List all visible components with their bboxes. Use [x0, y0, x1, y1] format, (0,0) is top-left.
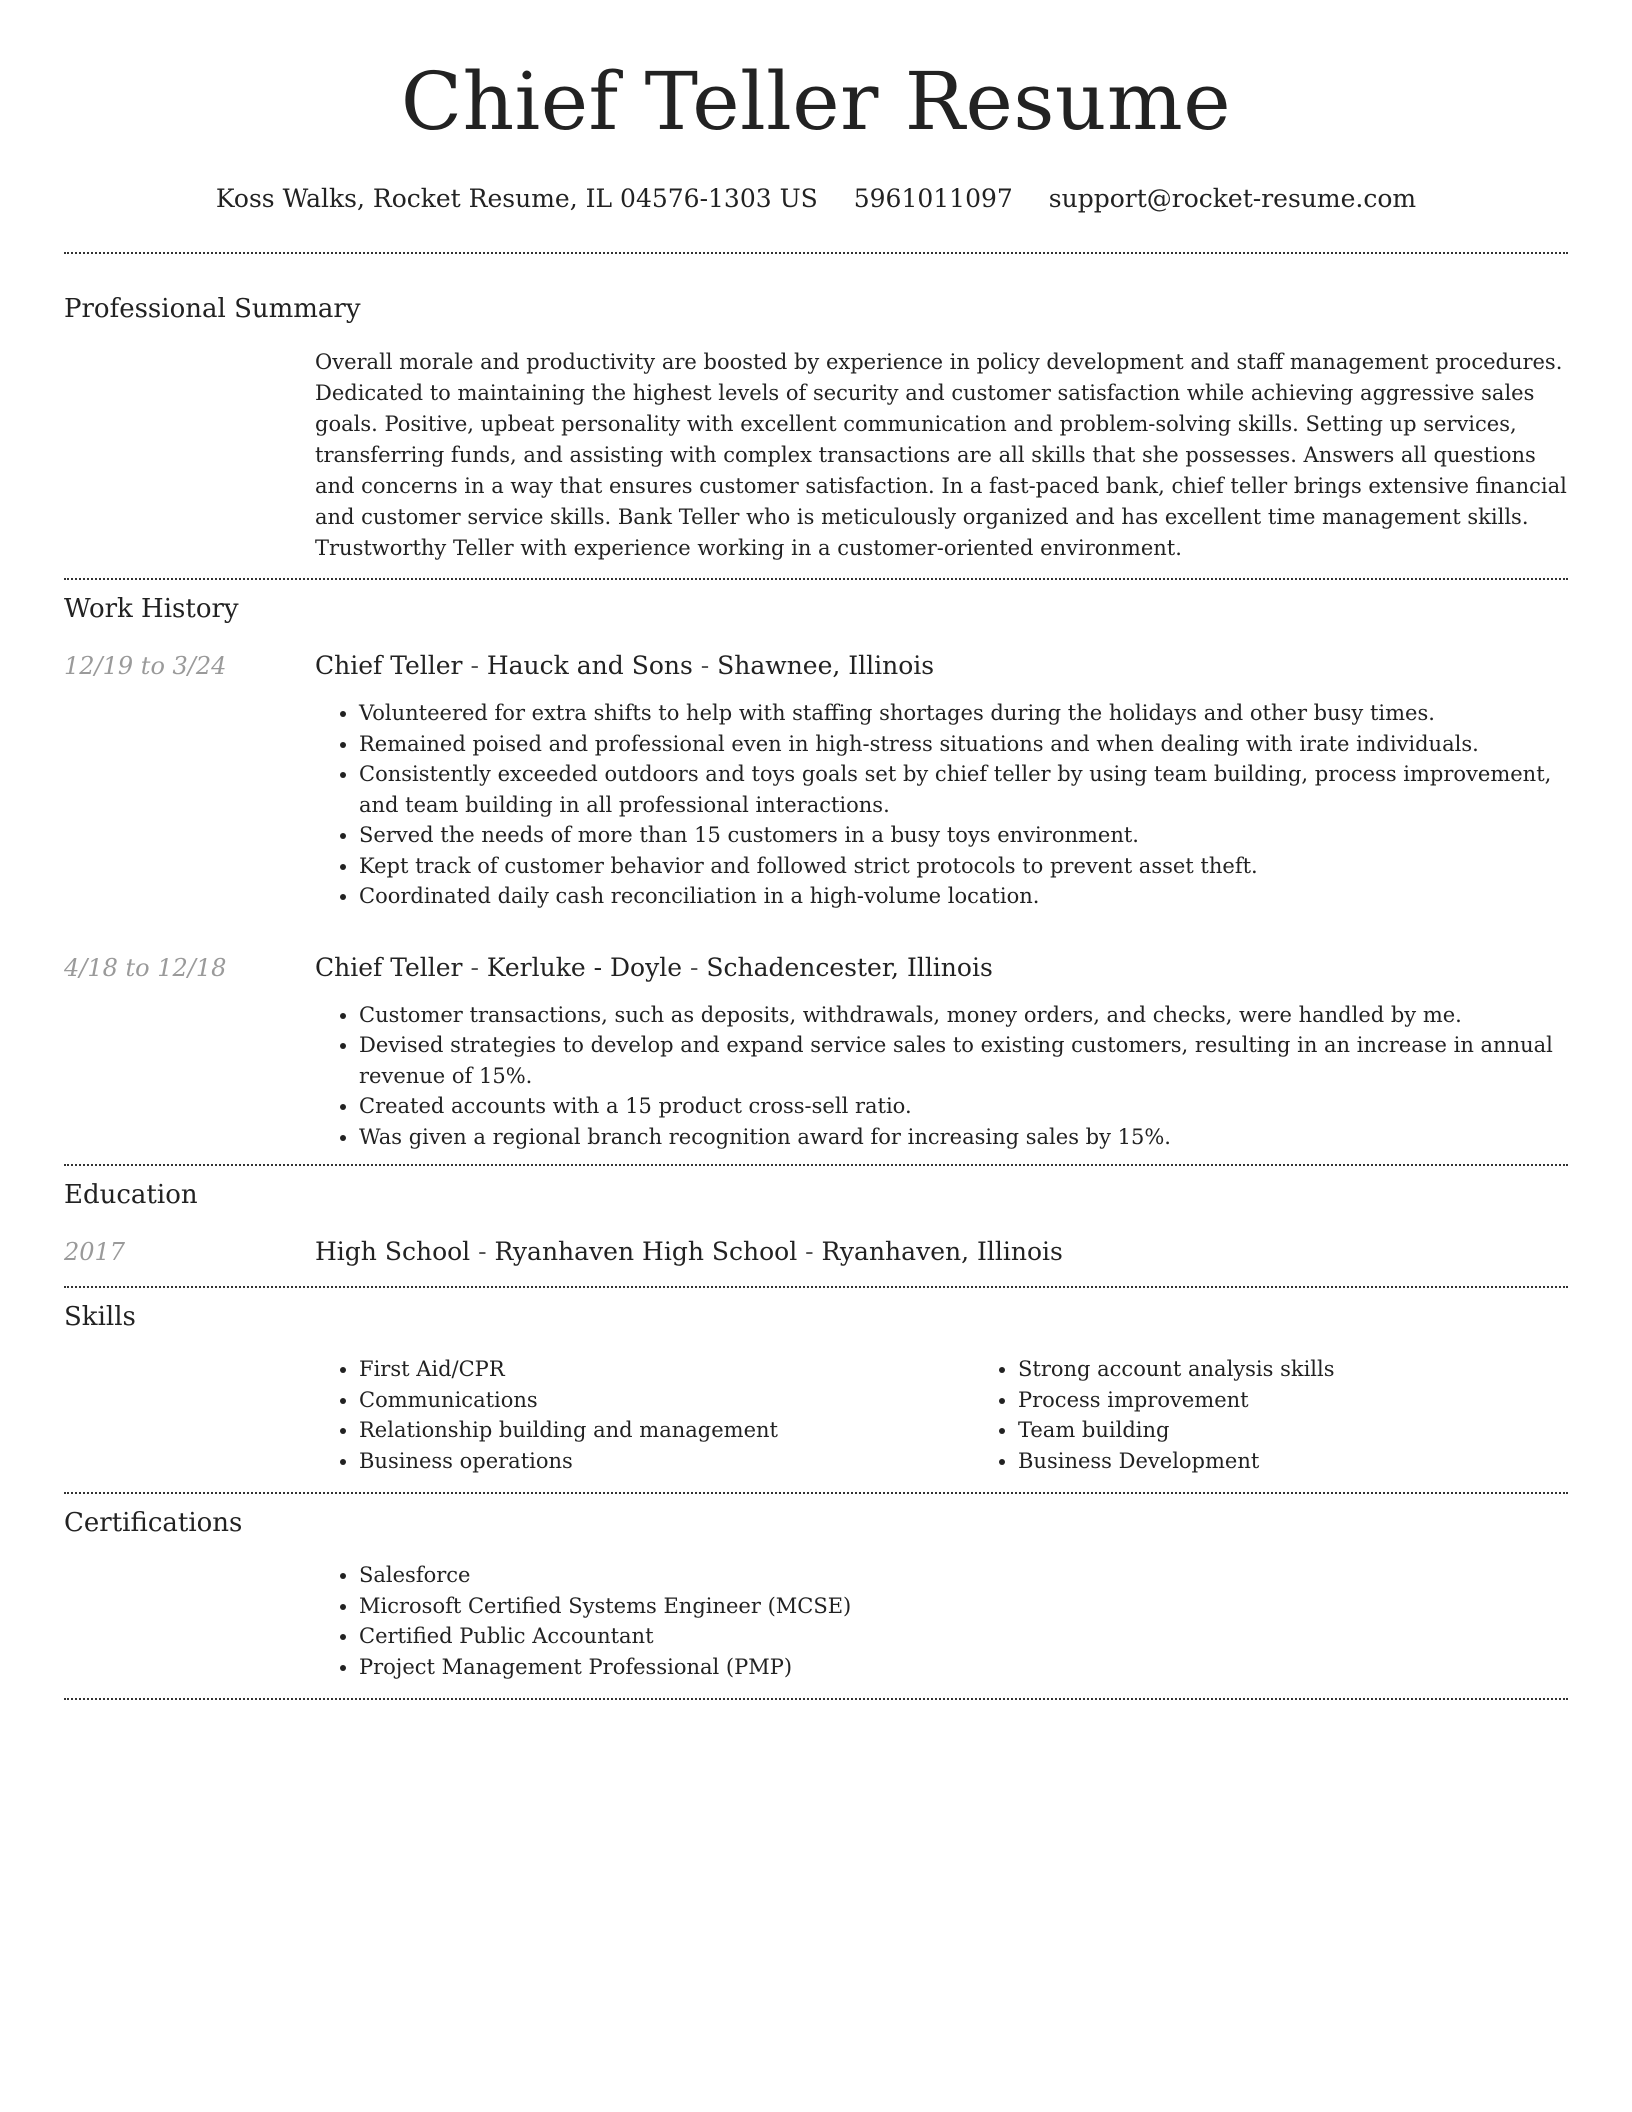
- page-title: Chief Teller Resume: [400, 55, 1232, 148]
- list-item: • Kept track of customer behavior and followed strict protocols to prevent asset theft.: [359, 851, 1568, 882]
- job-entry: [64, 952, 1568, 1165]
- list-item: • Team building: [1018, 1415, 1632, 1446]
- job-company: Kerluke - Doyle: [486, 952, 682, 982]
- education-section: [64, 1166, 1568, 1286]
- education-heading: Education: [64, 1180, 198, 1210]
- list-item: • Business operations: [359, 1446, 974, 1477]
- list-item: • Microsoft Certified Systems Engineer (MCSE): [359, 1591, 1568, 1622]
- job-title: [315, 650, 1568, 682]
- job-separator: -: [692, 651, 718, 680]
- job-entry: [64, 650, 1568, 912]
- list-item: • Project Management Professional (PMP): [359, 1652, 1568, 1683]
- list-item: • Created accounts with a 15 product cross-sell ratio.: [359, 1091, 1568, 1122]
- contact-line: [64, 182, 1568, 216]
- list-item: • Coordinated daily cash reconciliation in a high-volume location.: [359, 881, 1568, 912]
- education-degree: High School: [315, 1237, 471, 1266]
- work-history-heading: Work History: [64, 594, 239, 624]
- education-location: Ryanhaven, Illinois: [821, 1237, 1063, 1266]
- job-bullets: [315, 698, 1568, 912]
- work-history-section: [64, 580, 1568, 1164]
- summary-section: [64, 254, 1568, 578]
- job-title: [315, 952, 1568, 984]
- job-separator: -: [682, 952, 707, 982]
- job-role: Chief Teller: [315, 952, 463, 982]
- summary-heading: Professional Summary: [64, 294, 361, 324]
- certifications-heading: Certifications: [64, 1508, 243, 1538]
- education-title: [315, 1236, 1568, 1268]
- list-item: • Business Development: [1018, 1446, 1632, 1477]
- list-item: • Consistently exceeded outdoors and toys goals set by chief teller by using team building, process improvement, and team building in all professional interactions.: [359, 759, 1568, 820]
- contact-email: support@rocket-resume.com: [1048, 184, 1417, 213]
- list-item: • Was given a regional branch recognition award for increasing sales by 15%.: [359, 1122, 1568, 1153]
- summary-text: Overall morale and productivity are boosted by experience in policy development and staff management procedures. Dedicated to maintaining the highest levels of security and customer satisfaction while achieving aggressive sales goals. Positive, upbeat personality with excellent communication and problem-solving skills. Setting up services, transferring funds, and assisting with complex transactions are all skills that she possesses. Answers all questions and concerns in a way that ensures customer satisfaction. In a fast-paced bank, chief teller brings extensive financial and customer service skills. Bank Teller who is meticulously organized and has excellent time management skills. Trustworthy Teller with experience working in a customer-oriented environment.: [315, 350, 1567, 560]
- list-item: • Strong account analysis skills: [1018, 1354, 1632, 1385]
- skills-section: [64, 1288, 1568, 1492]
- job-dates: 12/19 to 3/24: [64, 652, 227, 680]
- education-separator: -: [470, 1237, 495, 1266]
- job-company: Hauck and Sons: [486, 651, 693, 680]
- education-entry: [64, 1236, 1568, 1286]
- skills-list-right: [974, 1354, 1632, 1476]
- job-location: Shawnee, Illinois: [717, 651, 935, 680]
- list-item: • Relationship building and management: [359, 1415, 974, 1446]
- job-role: Chief Teller: [315, 651, 463, 680]
- list-item: • Process improvement: [1018, 1385, 1632, 1416]
- skills-heading: Skills: [64, 1302, 136, 1332]
- education-separator: -: [797, 1237, 822, 1266]
- skills-list-left: [315, 1354, 974, 1476]
- job-dates: 4/18 to 12/18: [64, 953, 227, 982]
- job-separator: -: [462, 651, 487, 680]
- job-bullets: [315, 1000, 1568, 1153]
- list-item: • First Aid/CPR: [359, 1354, 974, 1385]
- list-item: • Certified Public Accountant: [359, 1621, 1568, 1652]
- list-item: • Communications: [359, 1385, 974, 1416]
- education-year: 2017: [64, 1238, 126, 1266]
- list-item: • Volunteered for extra shifts to help with staffing shortages during the holidays and other busy times.: [359, 698, 1568, 729]
- contact-phone: 5961011097: [853, 184, 1013, 213]
- certifications-list: [315, 1560, 1568, 1682]
- certifications-section: [64, 1494, 1568, 1698]
- education-school: Ryanhaven High School: [494, 1237, 798, 1266]
- list-item: • Customer transactions, such as deposits, withdrawals, money orders, and checks, were handled by me.: [359, 1000, 1568, 1031]
- section-divider: [64, 1698, 1568, 1700]
- contact-address: Koss Walks, Rocket Resume, IL 04576-1303 US: [215, 184, 818, 213]
- list-item: • Salesforce: [359, 1560, 1568, 1591]
- job-location: Schadencester, Illinois: [706, 952, 993, 982]
- list-item: • Devised strategies to develop and expand service sales to existing customers, resulting in an increase in annual revenue of 15%.: [359, 1030, 1568, 1091]
- job-separator: -: [462, 952, 487, 982]
- list-item: • Served the needs of more than 15 customers in a busy toys environment.: [359, 820, 1568, 851]
- list-item: • Remained poised and professional even in high-stress situations and when dealing with irate individuals.: [359, 729, 1568, 760]
